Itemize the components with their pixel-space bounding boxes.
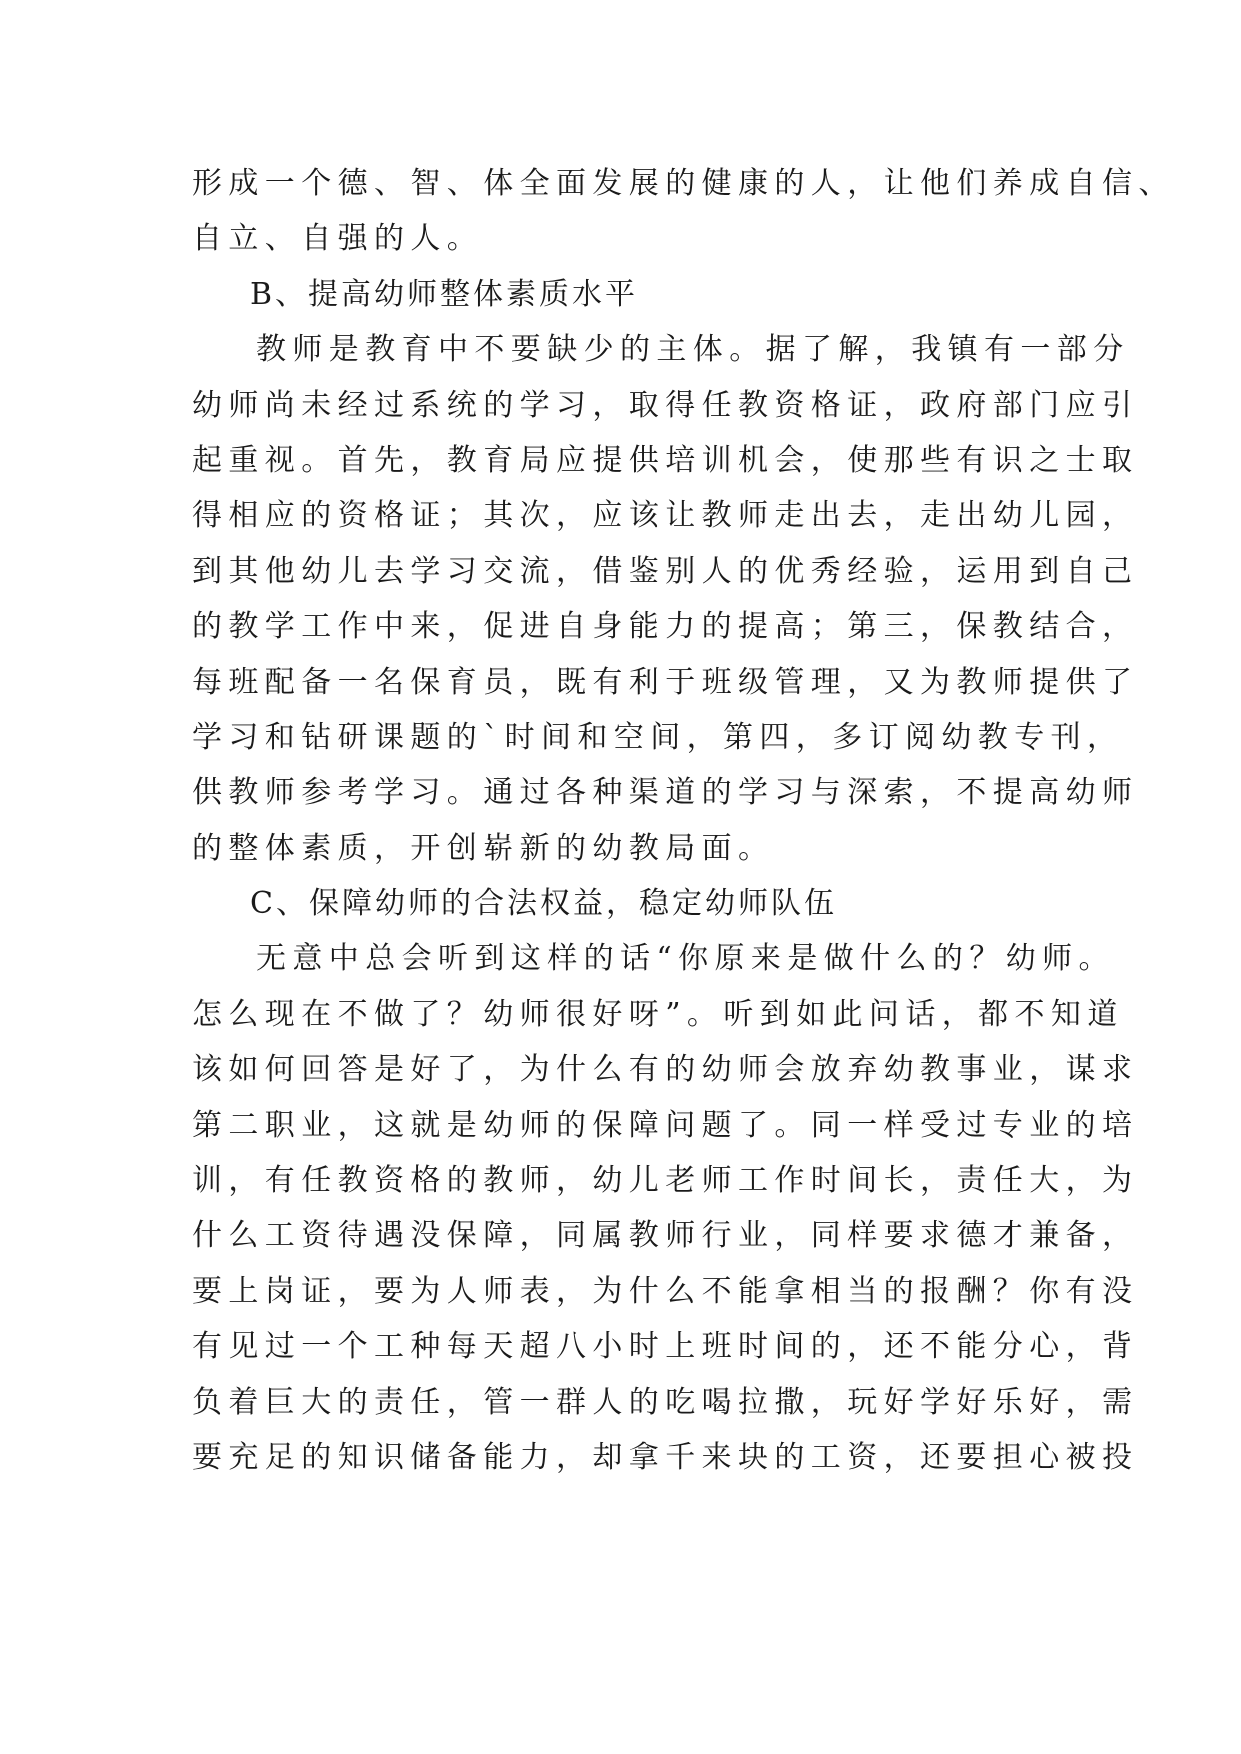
text-line: 什么工资待遇没保障，同属教师行业，同样要求德才兼备， <box>192 1218 1139 1254</box>
text-line: 自立、自强的人。 <box>192 221 484 257</box>
text-line: 有见过一个工种每天超八小时上班时间的，还不能分心，背 <box>192 1329 1139 1365</box>
text-line: 的整体素质，开创崭新的幼教局面。 <box>192 830 775 866</box>
text-line: 每班配备一名保育员，既有利于班级管理，又为教师提供了 <box>192 664 1139 700</box>
text-line: 负着巨大的责任，管一群人的吃喝拉撒，玩好学好乐好，需 <box>192 1384 1139 1420</box>
text-line: 该如何回答是好了，为什么有的幼师会放弃幼教事业，谋求 <box>192 1052 1139 1088</box>
text-line: 学习和钻研课题的`时间和空间，第四，多订阅幼教专刊， <box>192 719 1124 755</box>
paragraph-start: 无意中总会听到这样的话“你原来是做什么的？幼师。 <box>256 941 1115 977</box>
text-line: 形成一个德、智、体全面发展的健康的人，让他们养成自信、 <box>192 166 1175 201</box>
section-heading-c: C、保障幼师的合法权益，稳定幼师队伍 <box>250 886 837 922</box>
text-line: 得相应的资格证；其次，应该让教师走出去，走出幼儿园， <box>192 498 1139 534</box>
text-line: 的教学工作中来，促进自身能力的提高；第三，保教结合， <box>192 609 1139 645</box>
text-line: 要上岗证，要为人师表，为什么不能拿相当的报酬？你有没 <box>192 1273 1139 1309</box>
text-line: 起重视。首先，教育局应提供培训机会，使那些有识之士取 <box>192 442 1139 478</box>
text-line: 幼师尚未经过系统的学习，取得任教资格证，政府部门应引 <box>192 387 1139 423</box>
text-line: 到其他幼儿去学习交流，借鉴别人的优秀经验，运用到自己 <box>192 553 1139 589</box>
paragraph-start: 教师是教育中不要缺少的主体。据了解，我镇有一部分 <box>256 332 1130 368</box>
body-text <box>192 156 1175 1485</box>
text-line: 训，有任教资格的教师，幼儿老师工作时间长，责任大，为 <box>192 1163 1139 1199</box>
text-line: 怎么现在不做了？幼师很好呀”。听到如此问话，都不知道 <box>192 996 1124 1032</box>
text-line: 供教师参考学习。通过各种渠道的学习与深索，不提高幼师 <box>192 775 1139 811</box>
section-heading-b: B、提高幼师整体素质水平 <box>250 276 639 312</box>
text-line: 第二职业，这就是幼师的保障问题了。同一样受过专业的培 <box>192 1107 1139 1143</box>
text-line: 要充足的知识储备能力，却拿千来块的工资，还要担心被投 <box>192 1439 1139 1475</box>
